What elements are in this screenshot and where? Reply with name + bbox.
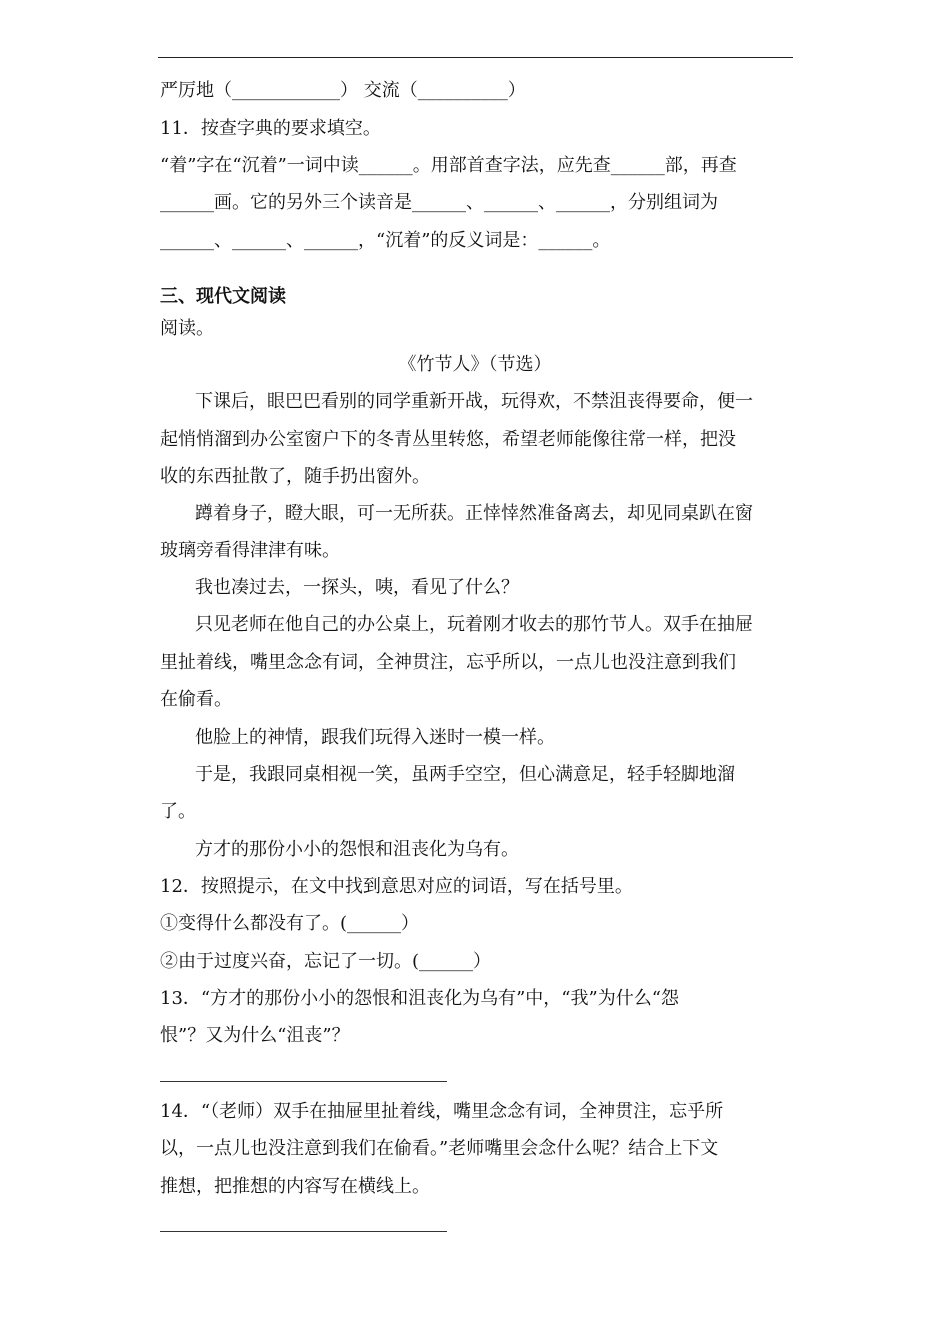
passage-line: 在偷看。	[160, 689, 232, 710]
header-rule	[158, 57, 793, 58]
passage-line: 我也凑过去，一探头，咦，看见了什么？	[195, 577, 519, 598]
passage-line: 了。	[160, 801, 196, 822]
passage-line: 起悄悄溜到办公室窗户下的冬青丛里转悠，希望老师能像往常一样，把没	[160, 429, 736, 450]
q13-answer-line[interactable]	[160, 1081, 447, 1082]
q11-line-1: “着”字在“沉着”一词中读______。用部首查字法，应先查______部，再查	[160, 155, 737, 176]
passage-line: 只见老师在他自己的办公桌上，玩着刚才收去的那竹节人。双手在抽屉	[195, 614, 753, 635]
passage-line: 下课后，眼巴巴看别的同学重新开战，玩得欢，不禁沮丧得要命，便一	[195, 391, 753, 412]
section-heading: 三、现代文阅读	[160, 286, 286, 307]
q12-item-2: ②由于过度兴奋，忘记了一切。(______）	[160, 951, 492, 972]
q10-blanks: 严厉地（____________） 交流（__________）	[160, 80, 526, 101]
q14-line-2: 以，一点儿也没注意到我们在偷看。”老师嘴里会念什么呢？结合上下文	[160, 1138, 719, 1159]
passage-line: 蹲着身子，瞪大眼，可一无所获。正悻悻然准备离去，却见同桌趴在窗	[195, 503, 753, 524]
passage-line: 玻璃旁看得津津有味。	[160, 540, 340, 561]
passage-title: 《竹节人》（节选）	[398, 354, 552, 375]
q11-stem: 11．按查字典的要求填空。	[160, 118, 381, 139]
passage-line: 他脸上的神情，跟我们玩得入迷时一模一样。	[195, 727, 555, 748]
reading-instruction: 阅读。	[160, 318, 214, 339]
passage-line: 里扯着线，嘴里念念有词，全神贯注，忘乎所以，一点儿也没注意到我们	[160, 652, 736, 673]
passage-line: 收的东西扯散了，随手扔出窗外。	[160, 466, 430, 487]
q14-line-1: 14．“（老师）双手在抽屉里扯着线，嘴里念念有词，全神贯注，忘乎所	[160, 1101, 724, 1122]
passage-line: 方才的那份小小的怨恨和沮丧化为乌有。	[195, 839, 519, 860]
passage-line: 于是，我跟同桌相视一笑，虽两手空空，但心满意足，轻手轻脚地溜	[195, 764, 735, 785]
q11-line-3: ______、______、______，“沉着”的反义词是：______。	[160, 230, 611, 251]
q13-line-1: 13．“方才的那份小小的怨恨和沮丧化为乌有”中，“我”为什么“怨	[160, 988, 679, 1009]
q12-item-1: ①变得什么都没有了。(______）	[160, 913, 420, 934]
q14-answer-line[interactable]	[160, 1231, 447, 1232]
q13-line-2: 恨”？又为什么“沮丧”？	[160, 1025, 350, 1046]
q11-line-2: ______画。它的另外三个读音是______、______、______，分别组词为	[160, 192, 718, 213]
q12-stem: 12．按照提示，在文中找到意思对应的词语，写在括号里。	[160, 876, 633, 897]
q14-line-3: 推想，把推想的内容写在横线上。	[160, 1176, 430, 1197]
